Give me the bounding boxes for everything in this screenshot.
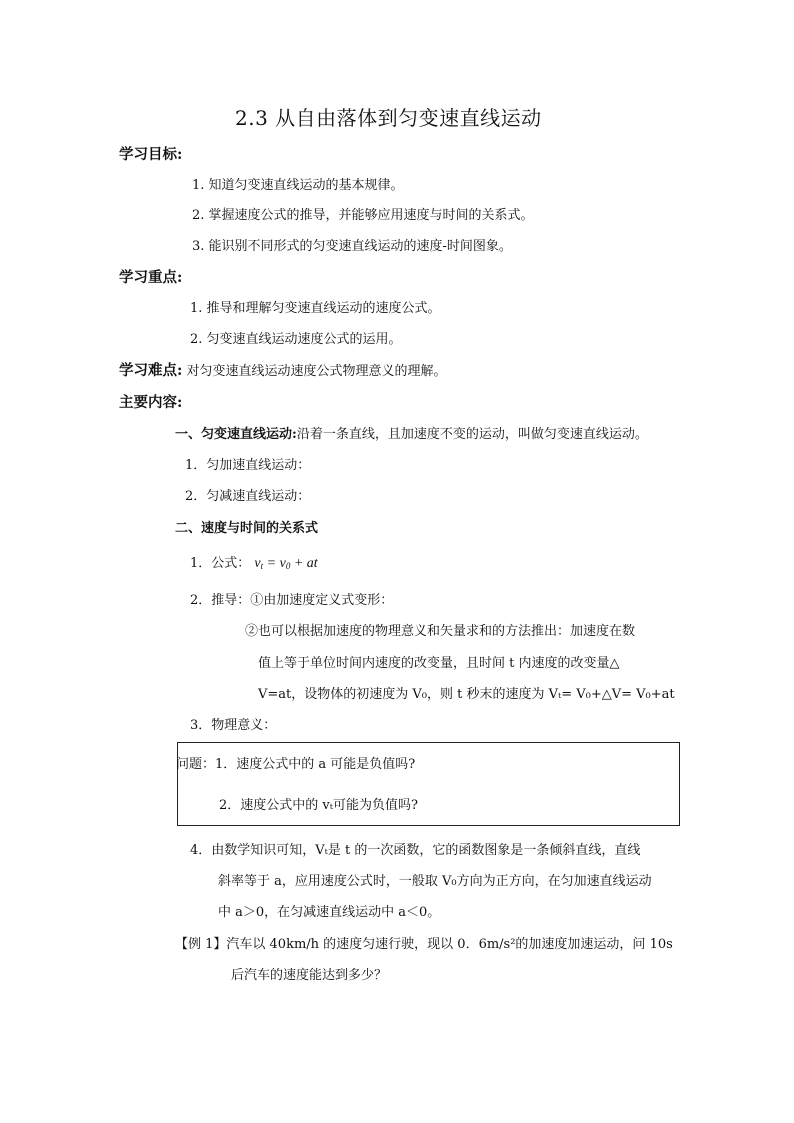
question-line: 2．速度公式中的 vₜ可能为负值吗? bbox=[219, 798, 418, 813]
difficulty-text: 对匀变速直线运动速度公式物理意义的理解。 bbox=[186, 364, 447, 379]
main-content-heading: 主要内容: bbox=[119, 394, 183, 411]
key-point-item: 2. 匀变速直线运动速度公式的运用。 bbox=[190, 332, 402, 347]
derivation-text: V=at，设物体的初速度为 V₀，则 t 秒末的速度为 Vₜ= V₀+△V= V₀+at bbox=[258, 687, 675, 702]
point4-text: 中 a＞0，在匀减速直线运动中 a＜0。 bbox=[218, 905, 441, 920]
key-points-heading: 学习重点: bbox=[119, 269, 183, 286]
meaning-label: 3．物理意义： bbox=[190, 718, 277, 733]
page-title: 2.3 从自由落体到匀变速直线运动 bbox=[235, 106, 542, 130]
objective-item: 1. 知道匀变速直线运动的基本规律。 bbox=[192, 178, 404, 193]
section2-title: 二、速度与时间的关系式 bbox=[175, 521, 319, 536]
derivation-text: ②也可以根据加速度的物理意义和矢量求和的方法推出：加速度在数 bbox=[245, 624, 636, 639]
derivation-text: 值上等于单位时间内速度的改变量，且时间 t 内速度的改变量△ bbox=[258, 656, 620, 671]
section1-item: 2．匀减速直线运动： bbox=[185, 489, 311, 504]
question-line: 问题：1．速度公式中的 a 可能是负值吗? bbox=[176, 757, 416, 772]
formula-label: 1．公式： bbox=[190, 556, 251, 571]
section1-line bbox=[175, 426, 648, 444]
derivation-label: 2．推导：①由加速度定义式变形： bbox=[190, 593, 394, 608]
velocity-formula: $v_t = v_0$ + at bbox=[254, 556, 318, 571]
objective-item: 3. 能识别不同形式的匀变速直线运动的速度-时间图象。 bbox=[192, 239, 512, 254]
section1-title: 一、匀变速直线运动: bbox=[175, 427, 297, 442]
point4-text: 4．由数学知识可知，Vₜ是 t 的一次函数，它的函数图象是一条倾斜直线，直线 bbox=[190, 843, 641, 858]
example-text: 后汽车的速度能达到多少？ bbox=[231, 968, 388, 983]
objective-item: 2. 掌握速度公式的推导，并能够应用速度与时间的关系式。 bbox=[192, 208, 534, 223]
key-point-item: 1. 推导和理解匀变速直线运动的速度公式。 bbox=[190, 301, 441, 316]
section1-item: 1．匀加速直线运动： bbox=[185, 458, 311, 473]
difficulty-heading: 学习难点: bbox=[119, 362, 183, 379]
difficulty-line bbox=[119, 362, 447, 381]
objectives-heading: 学习目标: bbox=[119, 146, 183, 163]
section1-text: 沿着一条直线，且加速度不变的运动，叫做匀变速直线运动。 bbox=[296, 427, 648, 442]
formula-line bbox=[190, 555, 318, 573]
point4-text: 斜率等于 a，应用速度公式时，一般取 V₀方向为正方向，在匀加速直线运动 bbox=[218, 874, 652, 889]
example-text: 【例 1】汽车以 40km/h 的速度匀速行驶，现以 0．6m/s²的加速度加速运动，问 10s bbox=[175, 937, 673, 952]
